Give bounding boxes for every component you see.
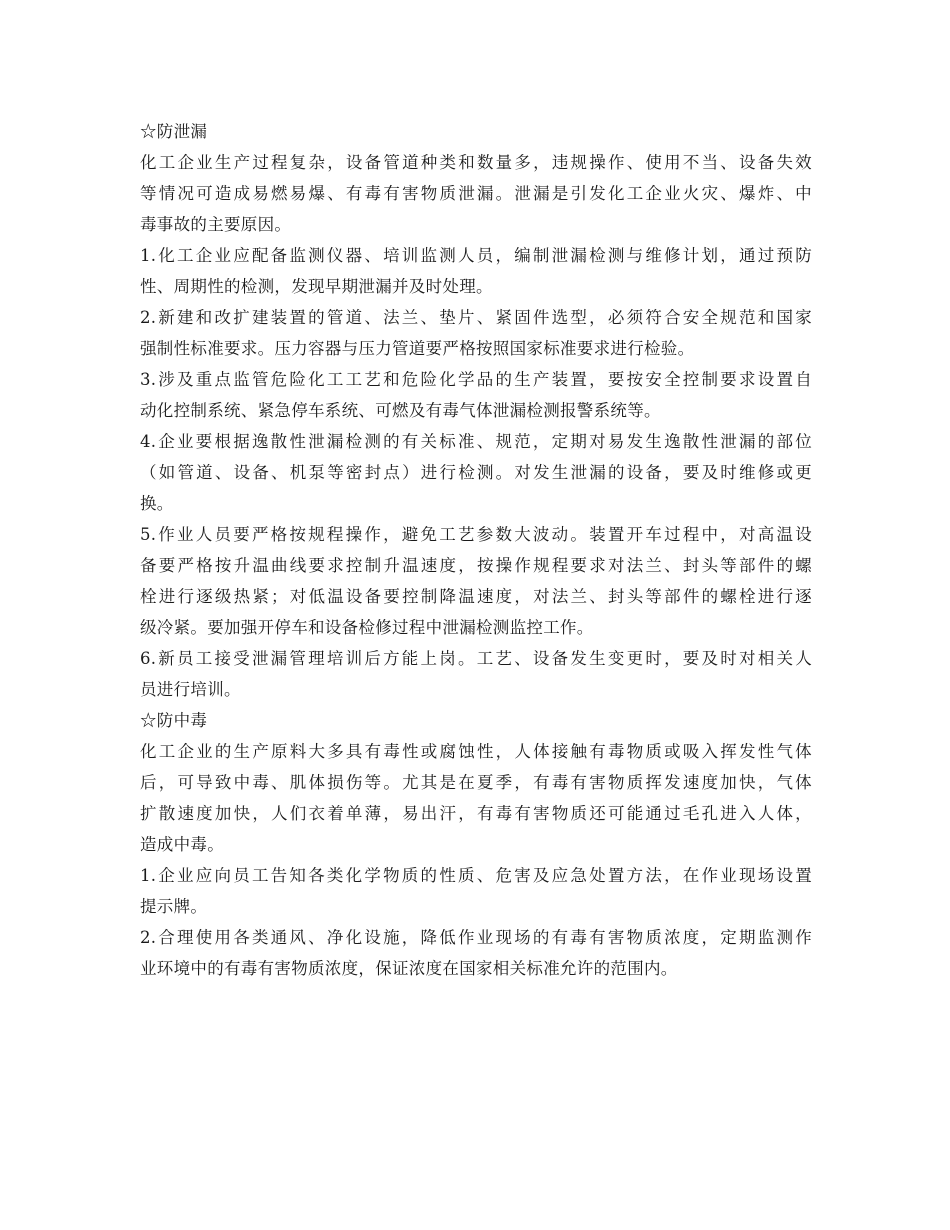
list-item-line: 4.企业要根据逸散性泄漏检测的有关标准、规范，定期对易发生逸散性泄漏的部位: [140, 432, 812, 451]
paragraph-line: 造成中毒。: [140, 835, 224, 854]
document-page: [140, 116, 812, 984]
list-item-line: 强制性标准要求。压力容器与压力管道要严格按照国家标准要求进行检验。: [140, 339, 695, 358]
list-item-line: 1.企业应向员工告知各类化学物质的性质、危害及应急处置方法，在作业现场设置: [140, 866, 812, 885]
list-item-line: 性、周期性的检测，发现早期泄漏并及时处理。: [140, 277, 493, 296]
section-heading-poison-prevention: ☆防中毒: [140, 711, 208, 730]
list-item-line: 换。: [140, 494, 174, 513]
list-item-line: 5.作业人员要严格按规程操作，避免工艺参数大波动。装置开车过程中，对高温设: [140, 525, 812, 544]
list-item-line: 6.新员工接受泄漏管理培训后方能上岗。工艺、设备发生变更时，要及时对相关人: [140, 649, 812, 668]
section-heading-leak-prevention: ☆防泄漏: [140, 122, 208, 141]
paragraph-line: 后，可导致中毒、肌体损伤等。尤其是在夏季，有毒有害物质挥发速度加快，气体: [140, 773, 812, 792]
paragraph-line: 化工企业的生产原料大多具有毒性或腐蚀性，人体接触有毒物质或吸入挥发性气体: [140, 742, 812, 761]
list-item-line: 1.化工企业应配备监测仪器、培训监测人员，编制泄漏检测与维修计划，通过预防: [140, 246, 812, 265]
paragraph-line: 化工企业生产过程复杂，设备管道种类和数量多，违规操作、使用不当、设备失效: [140, 153, 812, 172]
paragraph-line: 等情况可造成易燃易爆、有毒有害物质泄漏。泄漏是引发化工企业火灾、爆炸、中: [140, 184, 812, 203]
list-item-line: 提示牌。: [140, 897, 208, 916]
list-item-line: 员进行培训。: [140, 680, 241, 699]
list-item-line: 动化控制系统、紧急停车系统、可燃及有毒气体泄漏检测报警系统等。: [140, 401, 661, 420]
list-item-line: 级冷紧。要加强开停车和设备检修过程中泄漏检测监控工作。: [140, 618, 594, 637]
list-item-line: 备要严格按升温曲线要求控制升温速度，按操作规程要求对法兰、封头等部件的螺: [140, 556, 812, 575]
list-item-line: 2.合理使用各类通风、净化设施，降低作业现场的有毒有害物质浓度，定期监测作: [140, 928, 812, 947]
list-item-line: 栓进行逐级热紧；对低温设备要控制降温速度，对法兰、封头等部件的螺栓进行逐: [140, 587, 812, 606]
paragraph-line: 毒事故的主要原因。: [140, 215, 292, 234]
paragraph-line: 扩散速度加快，人们衣着单薄，易出汗，有毒有害物质还可能通过毛孔进入人体，: [140, 804, 812, 823]
list-item-line: （如管道、设备、机泵等密封点）进行检测。对发生泄漏的设备，要及时维修或更: [140, 463, 812, 482]
list-item-line: 业环境中的有毒有害物质浓度，保证浓度在国家相关标准允许的范围内。: [140, 959, 678, 978]
list-item-line: 3.涉及重点监管危险化工工艺和危险化学品的生产装置，要按安全控制要求设置自: [140, 370, 812, 389]
list-item-line: 2.新建和改扩建装置的管道、法兰、垫片、紧固件选型，必须符合安全规范和国家: [140, 308, 812, 327]
